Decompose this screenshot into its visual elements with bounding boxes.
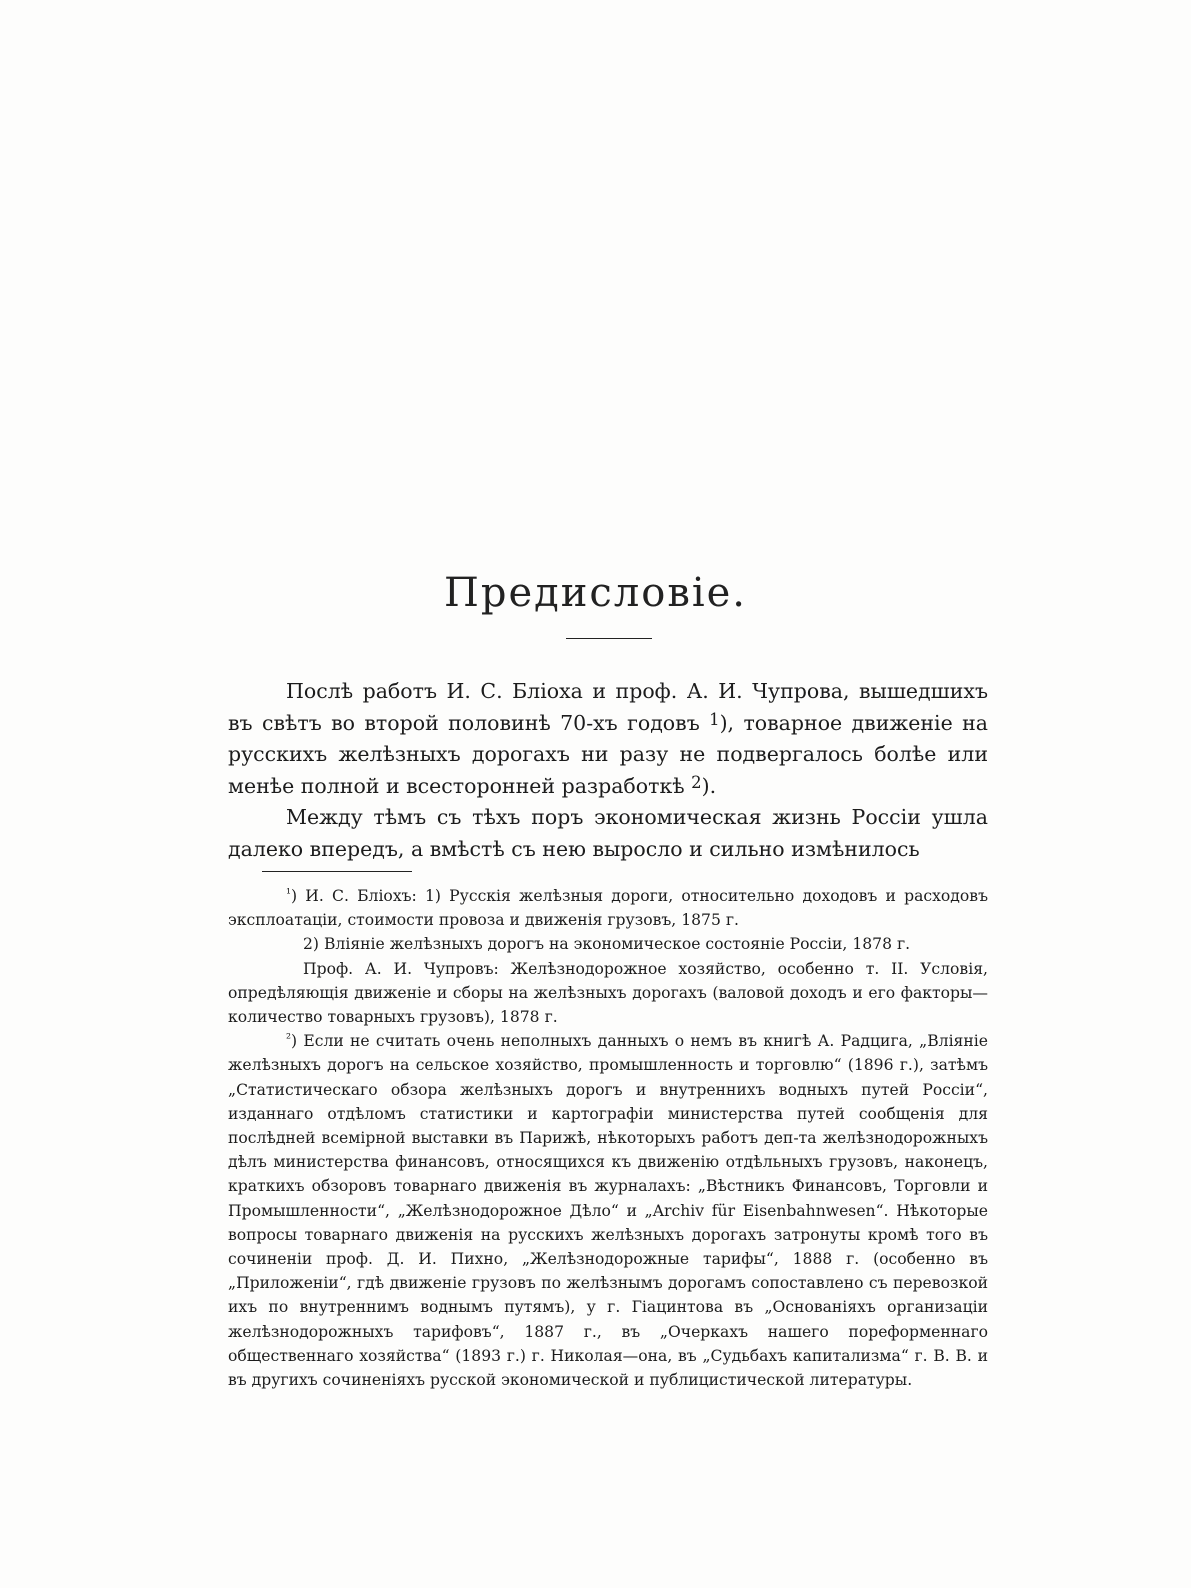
footnote-2 xyxy=(228,1029,988,1392)
footnote-ref-1: 1 xyxy=(709,709,720,729)
main-text xyxy=(228,676,988,865)
footnote-1-text: ) И. С. Блioхъ: 1) Русскія желѣзныя дороги, относительно доходовъ и расходовъ эксплоатаціи, стоимости провоза и движенія грузовъ, 1875 г. xyxy=(228,887,988,930)
footnote-ref-2: 2 xyxy=(691,772,702,792)
title-divider xyxy=(566,638,652,639)
paragraph-1-text-c: ). xyxy=(701,773,717,798)
footnote-1-item-3: Проф. А. И. Чупровъ: Желѣзнодорожное хозяйство, особенно т. II. Условія, опредѣляющія движеніе и сборы на желѣзныхъ дорогахъ (валовой доходъ и его факторы—количество товарныхъ грузовъ), 1878 г. xyxy=(228,959,988,1027)
footnote-1 xyxy=(228,884,988,932)
paragraph-1-text-b: ), товарное движеніе на русскихъ желѣзныхъ дорогахъ ни разу не подвергалось болѣе или менѣе полной и всесторонней разработкѣ xyxy=(228,710,988,798)
footnote-2-text: ) Если не считать очень неполныхъ данныхъ о немъ въ книгѣ А. Радцига, „Вліяніе желѣзныхъ дорогъ на сельское хозяйство, промышленность и торговлю“ (1896 г.), затѣмъ „Статистическаго обзора желѣзныхъ дорогъ и внутреннихъ водныхъ путей Россіи“, изданнаго отдѣломъ статистики и картографіи министерства путей сообщенія для послѣдней всемірной выставки въ Парижѣ, нѣкоторыхъ работъ деп-та желѣзнодорожныхъ дѣлъ министерства финансовъ, относящихся къ движенію отдѣльныхъ грузовъ, наконецъ, краткихъ обзоровъ товарнаго движенія въ журналахъ: „Вѣстникъ Финансовъ, Торговли и Промышленности“, „Желѣзнодорожное Дѣло“ и „Archiv für Eisenbahnwesen“. Нѣкоторые вопросы товарнаго движенія на русскихъ желѣзныхъ дорогахъ затронуты кромѣ того въ сочиненіи проф. Д. И. Пихно, „Желѣзнодорожные тарифы“, 1888 г. (особенно въ „Приложеніи“, гдѣ движеніе грузовъ по желѣзнымъ дорогамъ сопоставлено съ перевозкой ихъ по внутреннимъ воднымъ путямъ), у г. Гіацинтова въ „Основаніяхъ организаціи желѣзнодорожныхъ тарифовъ“, 1887 г., въ „Очеркахъ нашего пореформеннаго общественнаго хозяйства“ (1893 г.) г. Николая—она, въ „Судьбахъ капитализма“ г. В. В. и въ другихъ сочиненіяхъ русской экономической и публицистической литературы. xyxy=(228,1032,988,1390)
footnote-divider xyxy=(262,871,412,872)
page-title: Предисловіе. xyxy=(443,570,748,616)
footnote-1-item-2: 2) Вліяніе желѣзныхъ дорогъ на экономическое состояніе Россіи, 1878 г. xyxy=(303,935,911,954)
footnotes xyxy=(228,884,988,1392)
paragraph-2: Между тѣмъ съ тѣхъ поръ экономическая жизнь Россіи ушла далеко впередъ, а вмѣстѣ съ нею выросло и сильно измѣнилось xyxy=(228,805,988,861)
footnote-1-mark: ¹ xyxy=(286,885,291,901)
paragraph-1-text-a: Послѣ работъ И. С. Блioха и проф. А. И. Чупрова, вышедшихъ въ свѣтъ во второй половинѣ 70-хъ годовъ xyxy=(228,679,988,735)
footnote-2-mark: ² xyxy=(286,1030,291,1046)
paragraph-1 xyxy=(228,676,988,802)
